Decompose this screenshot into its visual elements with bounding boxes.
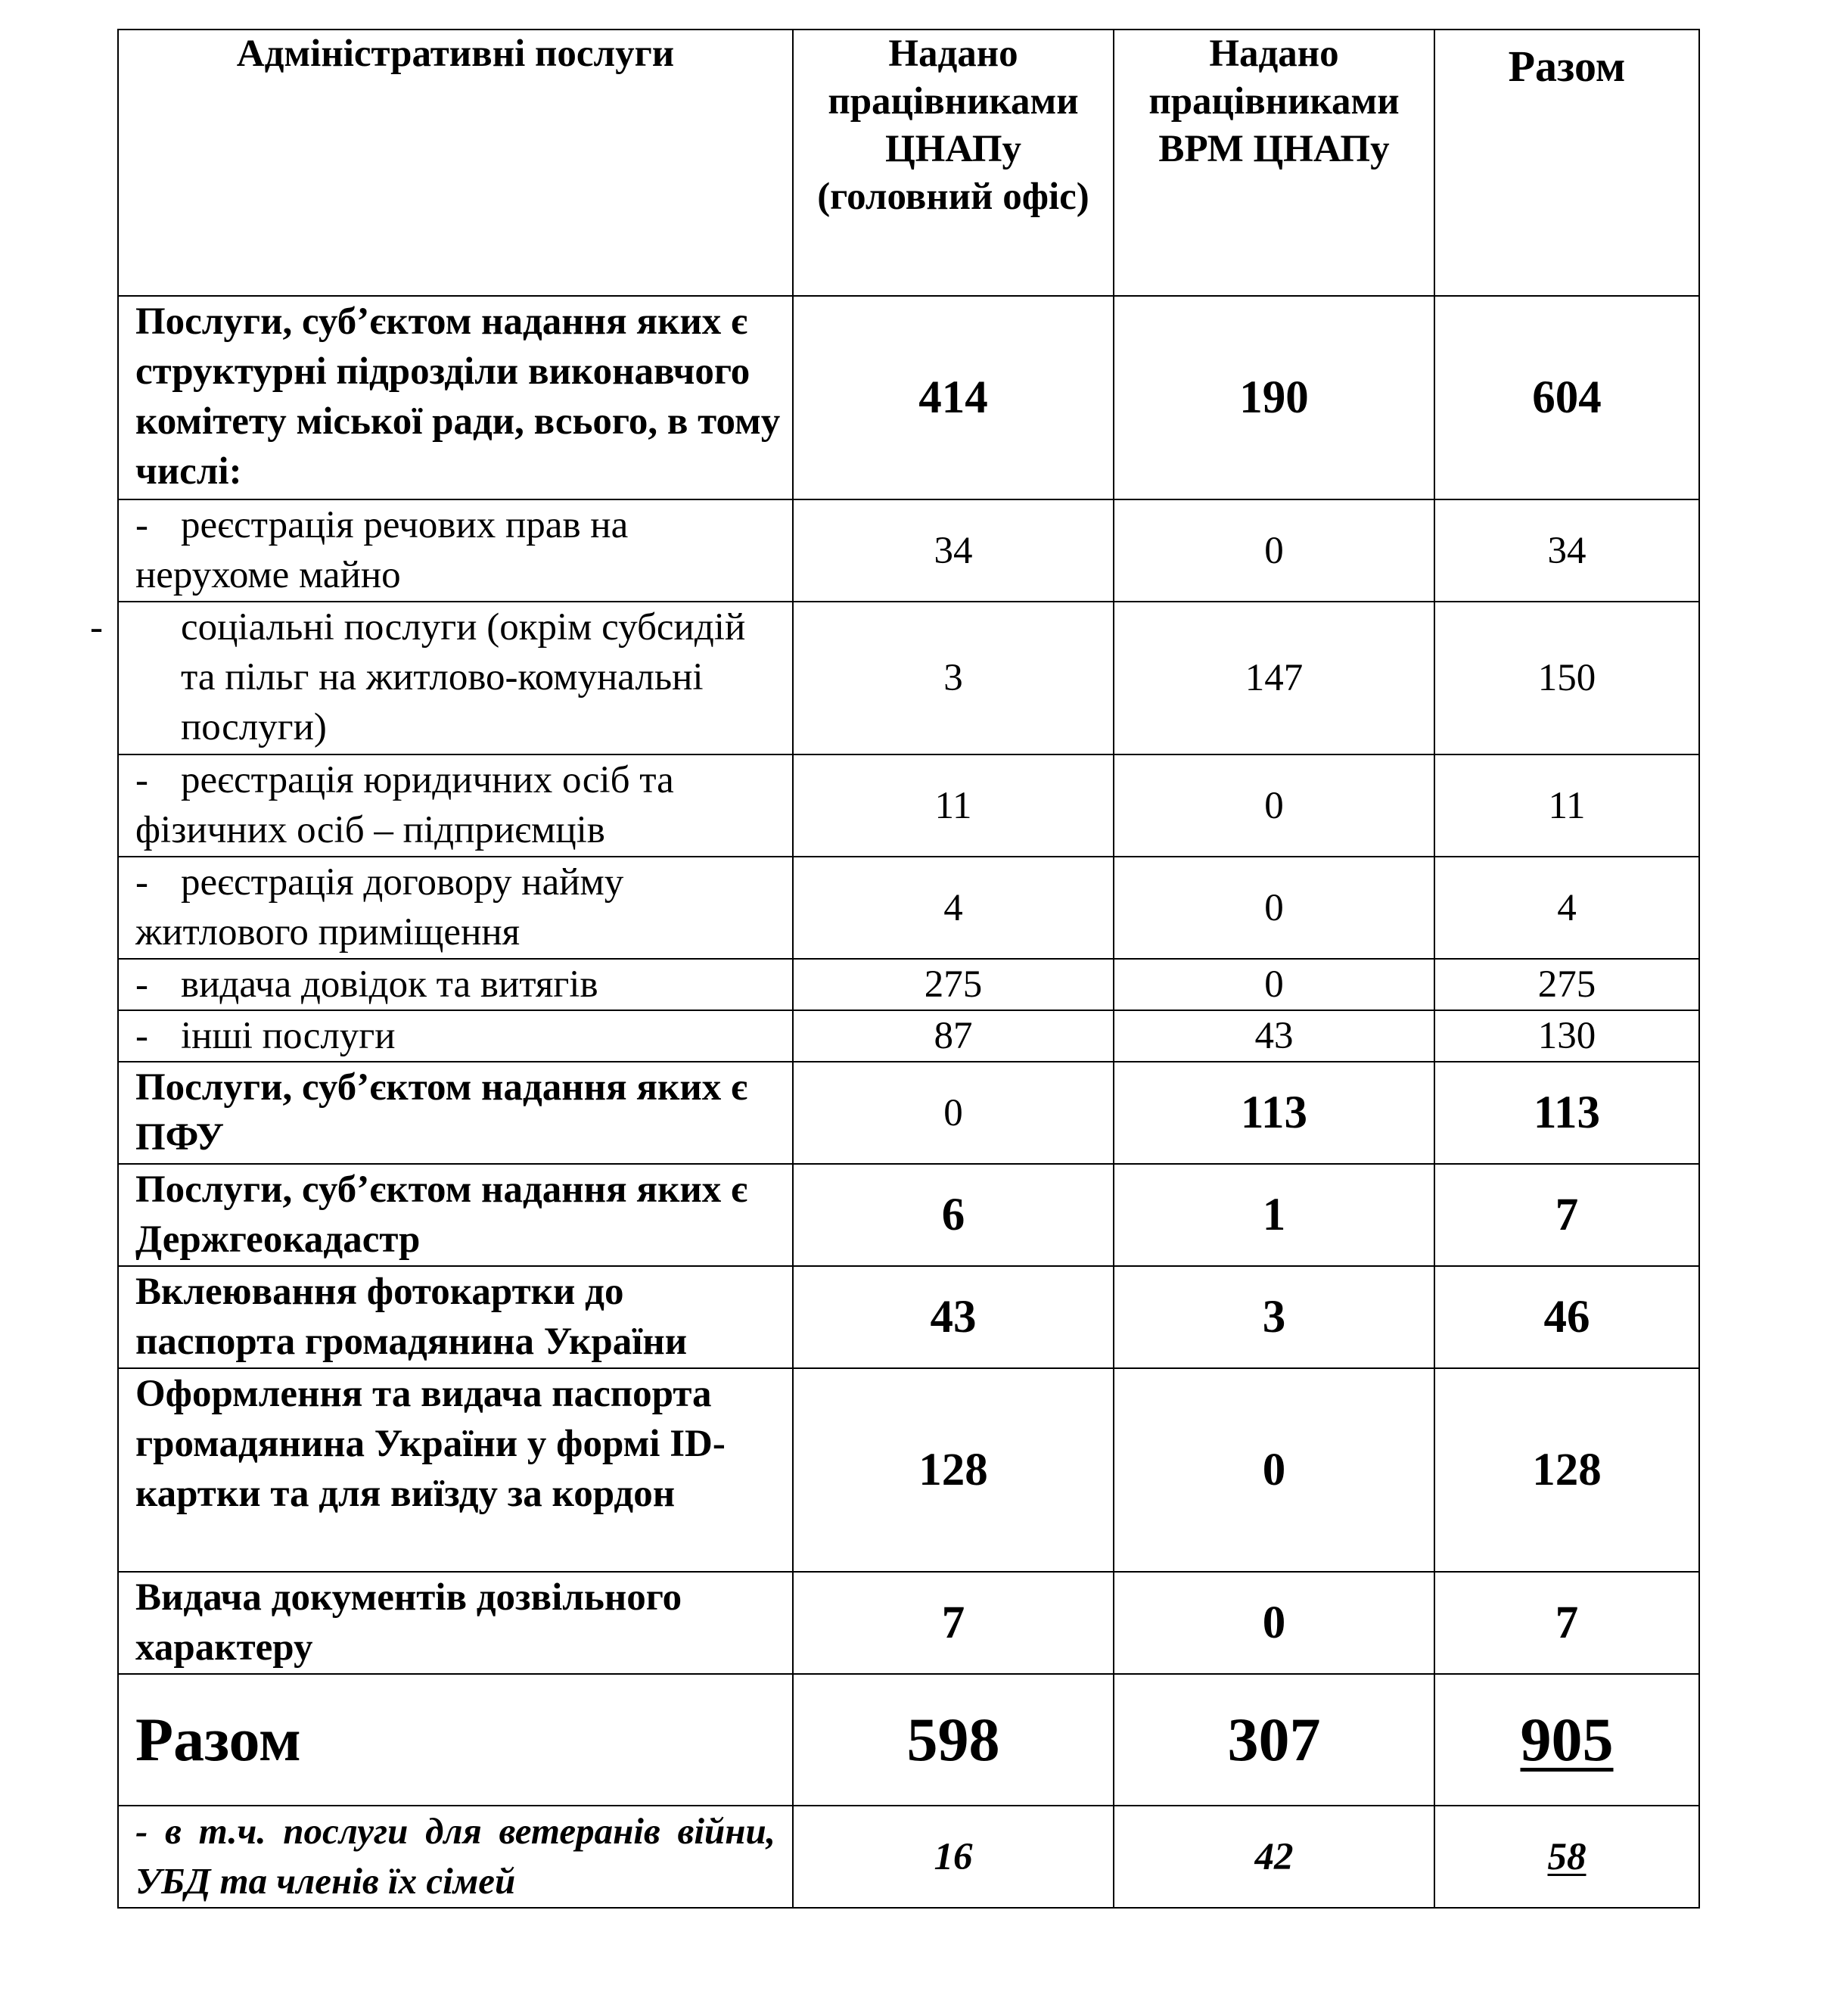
row-label xyxy=(118,1010,793,1062)
total-main-office: 598 xyxy=(793,1674,1114,1806)
row-label-text: реєстрація речових прав на нерухоме майно xyxy=(135,504,629,596)
table-row xyxy=(118,1572,1699,1674)
table-row xyxy=(118,857,1699,959)
cell-main-office: 414 xyxy=(793,296,1114,499)
row-label: Послуги, суб’єктом надання яких є структурні підрозділи виконавчого комітету міської ради, всього, в тому числі: xyxy=(118,296,793,499)
cell-vrm: 43 xyxy=(1114,1010,1434,1062)
veterans-main-office: 16 xyxy=(793,1806,1114,1908)
header-vrm: Надано працівниками ВРМ ЦНАПу xyxy=(1114,30,1434,296)
table-row xyxy=(118,296,1699,499)
veterans-vrm: 42 xyxy=(1114,1806,1434,1908)
cell-total: 604 xyxy=(1434,296,1699,499)
veterans-row xyxy=(118,1806,1699,1908)
services-report-table xyxy=(90,29,1700,1909)
cell-vrm: 147 xyxy=(1114,602,1434,754)
row-label xyxy=(118,857,793,959)
cell-total: 7 xyxy=(1434,1572,1699,1674)
cell-vrm: 0 xyxy=(1114,499,1434,602)
cell-main-office: 7 xyxy=(793,1572,1114,1674)
row-label xyxy=(90,602,793,754)
total-row xyxy=(118,1674,1699,1806)
total-sum xyxy=(1434,1674,1699,1806)
sub-item-marker: - xyxy=(135,1015,148,1057)
cell-total: 46 xyxy=(1434,1266,1699,1368)
table-row xyxy=(118,1266,1699,1368)
cell-vrm: 0 xyxy=(1114,754,1434,857)
row-label xyxy=(118,499,793,602)
row-label xyxy=(118,754,793,857)
cell-total: 150 xyxy=(1434,602,1699,754)
cell-vrm: 190 xyxy=(1114,296,1434,499)
table-header-row xyxy=(118,30,1699,296)
row-label: Оформлення та видача паспорта громадянина України у формі ID-картки та для виїзду за кордон xyxy=(118,1368,793,1572)
sub-item-marker: - xyxy=(135,759,148,801)
table-row xyxy=(118,1368,1699,1572)
row-label-text: соціальні послуги (окрім субсидій та пільг на житлово-комунальні послуги) xyxy=(181,606,746,748)
cell-vrm: 0 xyxy=(1114,959,1434,1010)
cell-total: 7 xyxy=(1434,1164,1699,1266)
sub-item-marker: - xyxy=(135,861,148,904)
sub-item-marker: - xyxy=(135,963,148,1006)
table-row xyxy=(118,499,1699,602)
cell-vrm: 0 xyxy=(1114,1572,1434,1674)
table-row xyxy=(118,1010,1699,1062)
total-sum-value: 905 xyxy=(1520,1705,1614,1774)
veterans-total-value: 58 xyxy=(1547,1835,1587,1878)
row-label-text: видача довідок та витягів xyxy=(181,963,598,1006)
table-row xyxy=(118,602,1699,754)
cell-vrm: 1 xyxy=(1114,1164,1434,1266)
cell-main-office: 34 xyxy=(793,499,1114,602)
row-label: Послуги, суб’єктом надання яких є ПФУ xyxy=(118,1062,793,1164)
cell-total: 128 xyxy=(1434,1368,1699,1572)
cell-total: 130 xyxy=(1434,1010,1699,1062)
sub-item-marker: - xyxy=(90,606,103,649)
row-label: Вклеювання фотокартки до паспорта громадянина України xyxy=(118,1266,793,1368)
row-label-text: реєстрація договору найму житлового приміщення xyxy=(135,861,624,954)
cell-main-office: 43 xyxy=(793,1266,1114,1368)
cell-main-office: 0 xyxy=(793,1062,1114,1164)
row-label xyxy=(118,959,793,1010)
cell-main-office: 275 xyxy=(793,959,1114,1010)
cell-main-office: 4 xyxy=(793,857,1114,959)
total-label: Разом xyxy=(118,1674,793,1806)
table-row xyxy=(118,1062,1699,1164)
row-label: Послуги, суб’єктом надання яких є Держгеокадастр xyxy=(118,1164,793,1266)
header-total: Разом xyxy=(1434,30,1699,296)
sub-item-marker: - xyxy=(135,504,148,546)
header-main-office: Надано працівниками ЦНАПу (головний офіс) xyxy=(793,30,1114,296)
cell-vrm: 113 xyxy=(1114,1062,1434,1164)
veterans-label: - в т.ч. послуги для ветеранів війни, УБД та членів їх сімей xyxy=(118,1806,793,1908)
row-label-text: реєстрація юридичних осіб та фізичних осіб – підприємців xyxy=(135,759,674,851)
cell-vrm: 3 xyxy=(1114,1266,1434,1368)
table-row xyxy=(118,1164,1699,1266)
cell-vrm: 0 xyxy=(1114,1368,1434,1572)
cell-main-office: 11 xyxy=(793,754,1114,857)
cell-vrm: 0 xyxy=(1114,857,1434,959)
row-label: Видача документів дозвільного характеру xyxy=(118,1572,793,1674)
cell-total: 4 xyxy=(1434,857,1699,959)
veterans-total xyxy=(1434,1806,1699,1908)
row-label-text: інші послуги xyxy=(181,1015,396,1057)
header-services: Адміністративні послуги xyxy=(118,30,793,296)
cell-total: 113 xyxy=(1434,1062,1699,1164)
cell-main-office: 3 xyxy=(793,602,1114,754)
cell-total: 275 xyxy=(1434,959,1699,1010)
cell-total: 34 xyxy=(1434,499,1699,602)
cell-total: 11 xyxy=(1434,754,1699,857)
cell-main-office: 87 xyxy=(793,1010,1114,1062)
cell-main-office: 6 xyxy=(793,1164,1114,1266)
table-row xyxy=(118,959,1699,1010)
total-vrm: 307 xyxy=(1114,1674,1434,1806)
row-label-block xyxy=(90,602,786,752)
table-row xyxy=(118,754,1699,857)
cell-main-office: 128 xyxy=(793,1368,1114,1572)
